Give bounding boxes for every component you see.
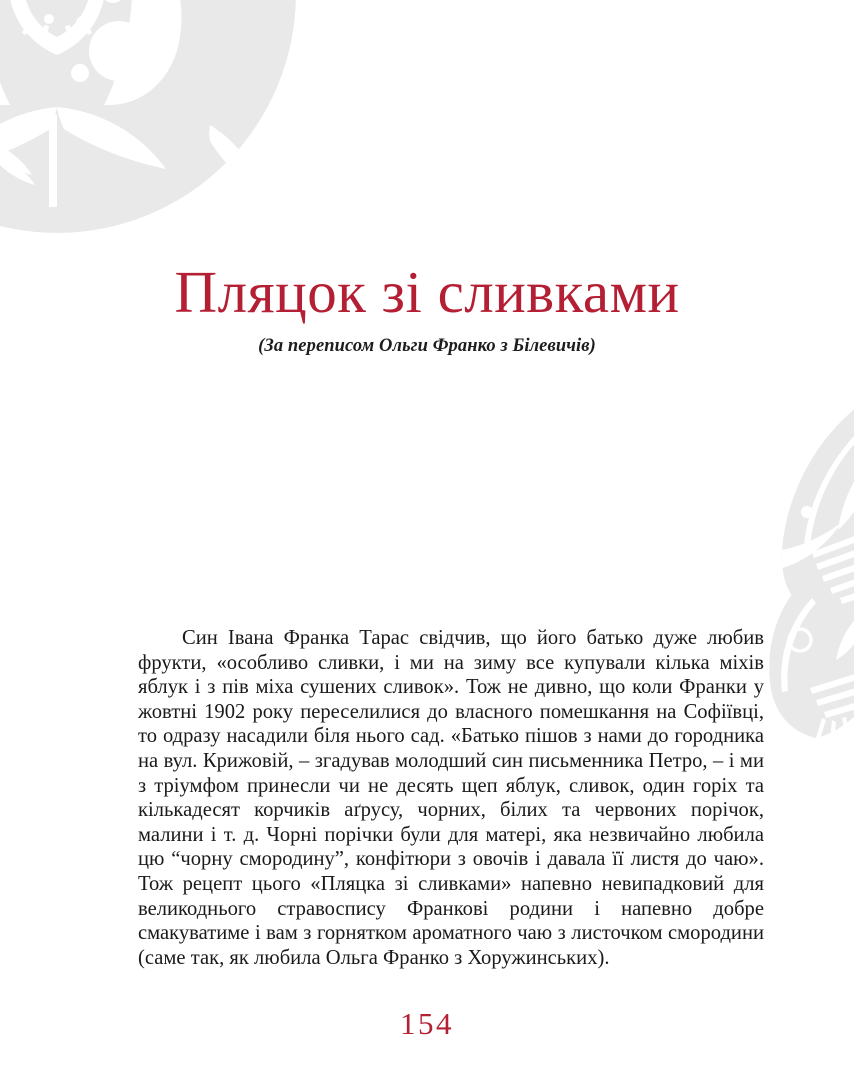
body-text-block [138,626,764,970]
page-number: 154 [400,1006,454,1041]
floral-circle-ornament [0,0,296,233]
title-block [0,259,854,357]
intro-paragraph: Син Івана Франка Тарас свідчив, що його батько дуже любив фрукти, «особливо сливки, і ми на зиму все купували кілька міхів яблук і з пів міха сушених сливок». Тож не дивно, що коли Франки у жовтні 1902 року переселилися до власного помешкання на Софіївці, то одразу насадили біля нього сад. «Батько пішов з нами до городника на вул. Крижовій, – згадував молодший син письменника Петро, – і ми з тріумфом принесли чи не десять щеп яблук, сливок, один горіх та кількадесят корчиків аґрусу, чорних, білих та червоних порічок, малини і т. д. Чорні порічки були для матері, яка незвичайно любила цю “чорну смородину”, конфітюри з овочів і давала її листя до чаю». Тож рецепт цього «Пляцка зі сливками» напевно невипадковий для великоднього стравоспису Франкові родини і напевно добре смакуватиме і вам з горнятком ароматного чаю з листочком смородини (саме так, як любила Ольга Франко з Хоружинських). [138,627,764,969]
floral-leaf-ornament [760,400,854,745]
page-title: Пляцок зі сливками [174,259,680,325]
page-subtitle: (За переписом Ольги Франко з Білевичів) [258,336,596,357]
